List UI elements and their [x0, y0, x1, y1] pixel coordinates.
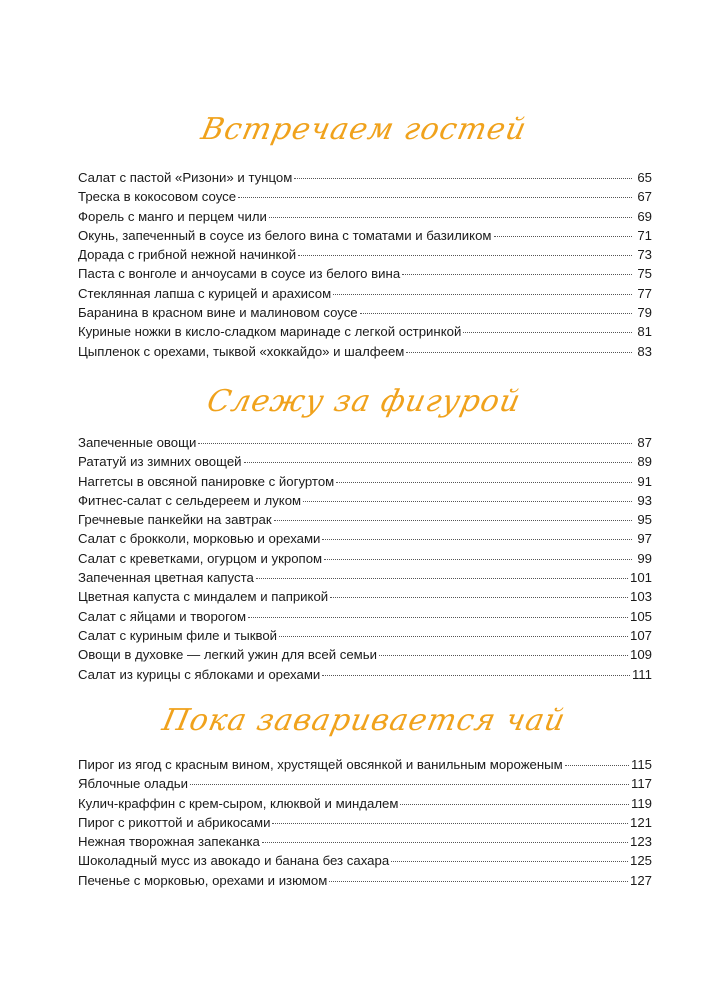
- dot-leader: [238, 197, 632, 198]
- toc-entry: [78, 587, 652, 606]
- toc-entry: [78, 207, 652, 226]
- dot-leader: [298, 255, 632, 256]
- entry-title: Салат с куриным филе и тыквой: [78, 627, 278, 643]
- dot-leader: [329, 881, 628, 882]
- toc-entry: [78, 607, 652, 626]
- toc-entry: [78, 187, 652, 206]
- entry-page-number: 79: [637, 305, 652, 321]
- entry-title: Салат из курицы с яблоками и орехами: [78, 666, 321, 682]
- entry-page-number: 121: [629, 814, 652, 830]
- toc-entry: [78, 568, 652, 587]
- entry-title: Пирог из ягод с красным вином, хрустящей овсянкой и ванильным мороженым: [78, 757, 563, 772]
- entry-title: Стеклянная лапша с курицей и арахисом: [78, 285, 332, 301]
- dot-leader: [303, 501, 632, 502]
- entry-title: Куриные ножки в кисло-сладком маринаде с легкой остринкой: [78, 324, 462, 340]
- dot-leader: [198, 443, 632, 444]
- toc-entry: [78, 794, 652, 813]
- dot-leader: [494, 236, 633, 237]
- entry-page-number: 117: [630, 776, 652, 792]
- toc-list-figure: [78, 433, 652, 684]
- entry-page-number: 77: [637, 285, 652, 301]
- dot-leader: [402, 274, 632, 275]
- entry-title: Овощи в духовке — легкий ужин для всей семьи: [78, 647, 377, 663]
- entry-title: Пирог с рикоттой и абрикосами: [78, 814, 271, 830]
- entry-page-number: 125: [629, 853, 652, 869]
- entry-title: Запеченная цветная капуста: [78, 570, 254, 586]
- entry-title: Дорада с грибной нежной начинкой: [78, 247, 297, 263]
- toc-entry: [78, 342, 652, 361]
- dot-leader: [294, 178, 632, 179]
- entry-title: Треска в кокосовом соусе: [78, 189, 237, 205]
- section-title-guests: Встречаем гостей: [198, 112, 530, 147]
- entry-page-number: 75: [637, 266, 652, 282]
- toc-entry: [78, 851, 652, 870]
- entry-page-number: 103: [629, 589, 652, 605]
- dot-leader: [333, 294, 632, 295]
- entry-page-number: 95: [637, 512, 652, 528]
- entry-page-number: 115: [630, 757, 652, 772]
- toc-entry: [78, 226, 652, 245]
- entry-page-number: 81: [637, 324, 652, 340]
- dot-leader: [256, 578, 628, 579]
- entry-page-number: 87: [637, 435, 652, 450]
- entry-page-number: 107: [629, 627, 652, 643]
- toc-entry: [78, 774, 652, 793]
- dot-leader: [244, 462, 632, 463]
- entry-page-number: 119: [630, 795, 652, 811]
- toc-entry: [78, 491, 652, 510]
- entry-title: Печенье с морковью, орехами и изюмом: [78, 872, 328, 888]
- entry-page-number: 97: [637, 531, 652, 547]
- entry-title: Нежная творожная запеканка: [78, 834, 260, 850]
- entry-page-number: 83: [637, 343, 652, 359]
- dot-leader: [463, 332, 632, 333]
- toc-entry: [78, 665, 652, 684]
- entry-title: Салат с брокколи, морковью и орехами: [78, 531, 321, 547]
- entry-page-number: 127: [629, 872, 652, 888]
- entry-page-number: 93: [637, 492, 652, 508]
- dot-leader: [274, 520, 632, 521]
- toc-entry: [78, 813, 652, 832]
- dot-leader: [391, 861, 628, 862]
- entry-page-number: 67: [637, 189, 652, 205]
- toc-entry: [78, 322, 652, 341]
- entry-page-number: 99: [637, 550, 652, 566]
- toc-entry: [78, 452, 652, 471]
- entry-page-number: 65: [637, 170, 652, 185]
- toc-entry: [78, 626, 652, 645]
- toc-entry: [78, 433, 652, 452]
- entry-page-number: 91: [637, 473, 652, 489]
- entry-title: Шоколадный мусс из авокадо и банана без сахара: [78, 853, 390, 869]
- entry-page-number: 105: [629, 608, 652, 624]
- entry-title: Цыпленок с орехами, тыквой «хоккайдо» и шалфеем: [78, 343, 405, 359]
- entry-title: Баранина в красном вине и малиновом соусе: [78, 305, 358, 321]
- entry-title: Окунь, запеченный в соусе из белого вина с томатами и базиликом: [78, 227, 492, 243]
- toc-entry: [78, 264, 652, 283]
- dot-leader: [565, 765, 629, 766]
- entry-title: Салат с пастой «Ризони» и тунцом: [78, 170, 293, 185]
- dot-leader: [322, 675, 630, 676]
- section-title-tea: Пока заваривается чай: [159, 703, 569, 738]
- toc-entry: [78, 245, 652, 264]
- entry-title: Яблочные оладьи: [78, 776, 189, 792]
- entry-page-number: 109: [629, 647, 652, 663]
- dot-leader: [406, 352, 632, 353]
- entry-title: Кулич-краффин с крем-сыром, клюквой и миндалем: [78, 795, 399, 811]
- dot-leader: [272, 823, 628, 824]
- entry-title: Цветная капуста с миндалем и паприкой: [78, 589, 329, 605]
- dot-leader: [262, 842, 628, 843]
- dot-leader: [322, 539, 632, 540]
- entry-page-number: 89: [637, 454, 652, 470]
- toc-list-guests: [78, 168, 652, 361]
- toc-entry: [78, 472, 652, 491]
- toc-entry: [78, 284, 652, 303]
- dot-leader: [248, 617, 628, 618]
- entry-page-number: 69: [637, 208, 652, 224]
- dot-leader: [279, 636, 628, 637]
- entry-title: Форель с манго и перцем чили: [78, 208, 267, 224]
- toc-entry: [78, 755, 652, 774]
- entry-page-number: 111: [631, 666, 652, 682]
- entry-page-number: 101: [629, 570, 652, 586]
- dot-leader: [190, 784, 629, 785]
- entry-page-number: 73: [637, 247, 652, 263]
- entry-page-number: 71: [637, 227, 652, 243]
- toc-entry: [78, 832, 652, 851]
- entry-title: Запеченные овощи: [78, 435, 197, 450]
- dot-leader: [330, 597, 628, 598]
- dot-leader: [336, 482, 632, 483]
- entry-page-number: 123: [629, 834, 652, 850]
- toc-entry: [78, 645, 652, 664]
- toc-entry: [78, 529, 652, 548]
- section-title-figure: Слежу за фигурой: [203, 384, 525, 419]
- entry-title: Гречневые панкейки на завтрак: [78, 512, 272, 528]
- dot-leader: [360, 313, 632, 314]
- entry-title: Паста с вонголе и анчоусами в соусе из белого вина: [78, 266, 401, 282]
- entry-title: Наггетсы в овсяной панировке с йогуртом: [78, 473, 335, 489]
- dot-leader: [324, 559, 632, 560]
- toc-entry: [78, 549, 652, 568]
- entry-title: Салат с яйцами и творогом: [78, 608, 247, 624]
- entry-title: Рататуй из зимних овощей: [78, 454, 242, 470]
- entry-title: Салат с креветками, огурцом и укропом: [78, 550, 323, 566]
- entry-title: Фитнес-салат с сельдереем и луком: [78, 492, 302, 508]
- toc-list-tea: [78, 755, 652, 890]
- toc-entry: [78, 303, 652, 322]
- toc-entry: [78, 510, 652, 529]
- toc-entry: [78, 871, 652, 890]
- dot-leader: [400, 804, 629, 805]
- dot-leader: [379, 655, 628, 656]
- toc-entry: [78, 168, 652, 187]
- dot-leader: [269, 217, 632, 218]
